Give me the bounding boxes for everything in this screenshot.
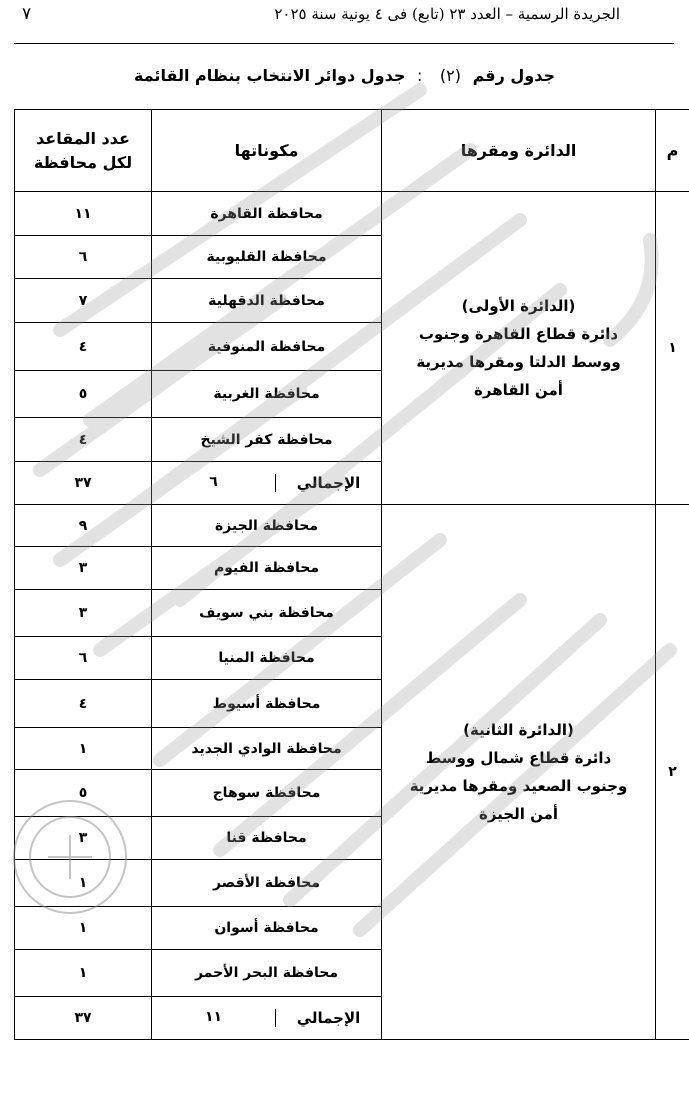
governorate-cell: محافظة أسيوط (152, 680, 382, 728)
seats-cell: ١ (15, 950, 152, 997)
header-circle: الدائرة ومقرها (382, 110, 656, 192)
header-seats (15, 110, 152, 192)
governorate-cell: محافظة الوادي الجديد (152, 728, 382, 770)
caption-number: (٢) (439, 66, 461, 85)
header-seats-line1: عدد المقاعد (36, 128, 130, 148)
governorate-cell: محافظة قنا (152, 817, 382, 860)
seats-cell: ٩ (15, 505, 152, 547)
circle-line: دائرة قطاع شمال ووسط (425, 749, 612, 767)
governorate-cell: محافظة أسوان (152, 907, 382, 950)
total-cell (152, 997, 382, 1040)
page-header (0, 0, 689, 36)
total-label: الإجمالي (275, 474, 381, 492)
circle-description (382, 505, 656, 1040)
governorate-cell: محافظة القاهرة (152, 192, 382, 236)
seats-cell: ٥ (15, 371, 152, 418)
circle-line: أمن الجيزة (478, 805, 559, 823)
circle-number: ٢ (656, 505, 689, 1040)
governorate-cell: محافظة القليوبية (152, 236, 382, 279)
governorate-cell: محافظة الفيوم (152, 547, 382, 590)
total-cell (152, 462, 382, 505)
seats-cell: ٥ (15, 770, 152, 817)
circle-line: وجنوب الصعيد ومقرها مديرية (409, 777, 628, 795)
table-row (15, 505, 689, 547)
seats-cell: ١١ (15, 192, 152, 236)
governorate-cell: محافظة الجيزة (152, 505, 382, 547)
total-seats: ٣٧ (15, 997, 152, 1040)
seats-cell: ٤ (15, 323, 152, 371)
total-count: ٦ (209, 474, 218, 490)
circle-line: (الدائرة الأولى) (461, 297, 576, 315)
header-rule (14, 43, 674, 44)
seats-cell: ٣ (15, 590, 152, 637)
seats-cell: ١ (15, 860, 152, 907)
table-caption (0, 66, 689, 85)
governorate-cell: محافظة المنوفية (152, 323, 382, 371)
seats-cell: ٣ (15, 817, 152, 860)
caption-title: جدول دوائر الانتخاب بنظام القائمة (134, 66, 406, 85)
circle-line: (الدائرة الثانية) (463, 721, 574, 739)
governorate-cell: محافظة بني سويف (152, 590, 382, 637)
circle-line: أمن القاهرة (474, 381, 563, 399)
governorate-cell: محافظة الدقهلية (152, 279, 382, 323)
seats-cell: ١ (15, 728, 152, 770)
total-seats: ٣٧ (15, 462, 152, 505)
seats-cell: ٦ (15, 236, 152, 279)
table-header-row (15, 110, 689, 192)
seats-cell: ٧ (15, 279, 152, 323)
seats-cell: ١ (15, 907, 152, 950)
header-seats-line2: لكل محافظة (33, 152, 133, 172)
governorate-cell: محافظة المنيا (152, 637, 382, 680)
seats-cell: ٣ (15, 547, 152, 590)
governorate-cell: محافظة البحر الأحمر (152, 950, 382, 997)
seats-cell: ٤ (15, 680, 152, 728)
page-number: ٧ (22, 4, 32, 24)
circle-line: دائرة قطاع القاهرة وجنوب (418, 325, 619, 343)
header-components: مكوناتها (152, 110, 382, 192)
seats-cell: ٤ (15, 418, 152, 462)
governorate-cell: محافظة سوهاج (152, 770, 382, 817)
governorate-cell: محافظة الغربية (152, 371, 382, 418)
electoral-circles-table (14, 109, 689, 1040)
caption-label: جدول رقم (472, 66, 555, 85)
total-label: الإجمالي (275, 1009, 381, 1027)
circle-description (382, 192, 656, 505)
governorate-cell: محافظة الأقصر (152, 860, 382, 907)
header-m: م (656, 110, 689, 192)
circle-number: ١ (656, 192, 689, 505)
circle-line: ووسط الدلتا ومقرها مديرية (416, 353, 621, 371)
running-title: الجريدة الرسمية – العدد ٢٣ (تابع) فى ٤ يونية سنة ٢٠٢٥ (274, 5, 620, 23)
table-row (15, 192, 689, 236)
caption-separator: : (416, 66, 423, 85)
total-count: ١١ (204, 1009, 223, 1025)
governorate-cell: محافظة كفر الشيخ (152, 418, 382, 462)
seats-cell: ٦ (15, 637, 152, 680)
